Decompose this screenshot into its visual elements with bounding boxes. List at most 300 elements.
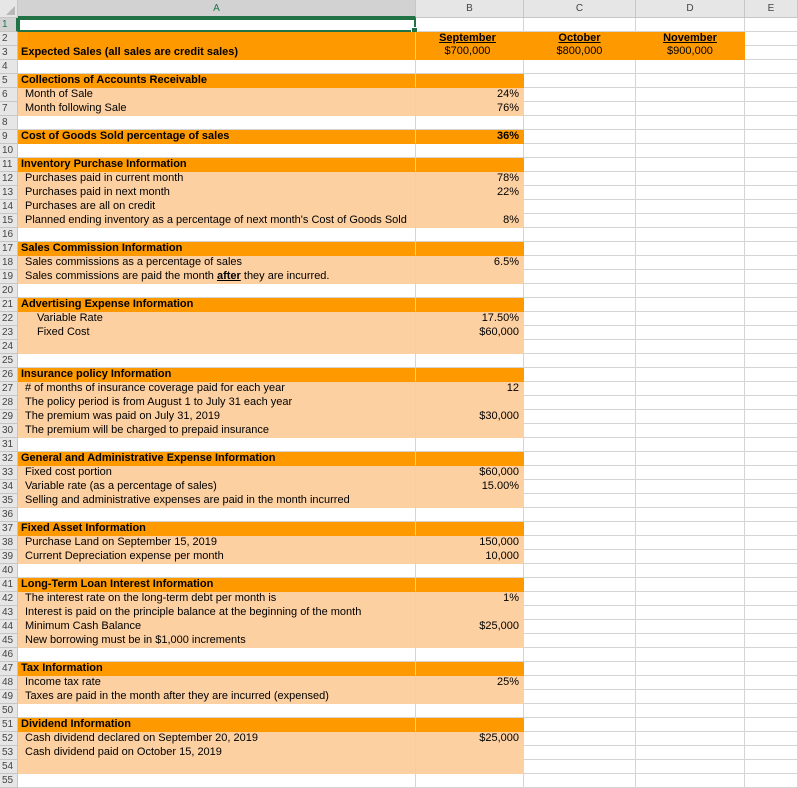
cell[interactable]: [524, 732, 636, 746]
cell[interactable]: [524, 354, 636, 368]
column-header-a[interactable]: A: [18, 0, 416, 18]
cell-value[interactable]: 6.5%: [416, 256, 524, 270]
row-header-10[interactable]: 10: [0, 144, 18, 158]
cell[interactable]: [636, 368, 745, 382]
cell[interactable]: [636, 186, 745, 200]
cell[interactable]: [636, 60, 745, 74]
expected-sales-label[interactable]: Expected Sales (all sales are credit sales): [18, 32, 416, 60]
row-header-4[interactable]: 4: [0, 60, 18, 74]
cell[interactable]: [745, 522, 798, 536]
section-title-cogs[interactable]: Cost of Goods Sold percentage of sales: [18, 130, 416, 144]
cell[interactable]: [745, 620, 798, 634]
cell[interactable]: [745, 214, 798, 228]
cell[interactable]: [524, 494, 636, 508]
cell-label[interactable]: Variable rate (as a percentage of sales): [18, 480, 416, 494]
cell-value[interactable]: 8%: [416, 214, 524, 228]
cell[interactable]: [524, 396, 636, 410]
row-header-51[interactable]: 51: [0, 718, 18, 732]
cell[interactable]: [636, 116, 745, 130]
cell[interactable]: [524, 424, 636, 438]
cell[interactable]: [524, 368, 636, 382]
cell[interactable]: [745, 74, 798, 88]
row-header-44[interactable]: 44: [0, 620, 18, 634]
cell[interactable]: [524, 438, 636, 452]
row-header-24[interactable]: 24: [0, 340, 18, 354]
row-header-31[interactable]: 31: [0, 438, 18, 452]
cell[interactable]: [524, 676, 636, 690]
cell[interactable]: [524, 606, 636, 620]
row-header-34[interactable]: 34: [0, 480, 18, 494]
active-cell-selection[interactable]: [18, 18, 416, 32]
cell[interactable]: [745, 130, 798, 144]
cell[interactable]: [416, 578, 524, 592]
cell[interactable]: [524, 256, 636, 270]
cell-label[interactable]: Fixed cost portion: [18, 466, 416, 480]
cell[interactable]: [636, 606, 745, 620]
cell-label[interactable]: Taxes are paid in the month after they are incurred (expensed): [18, 690, 416, 704]
cell[interactable]: [416, 522, 524, 536]
cell[interactable]: [636, 466, 745, 480]
cell[interactable]: [745, 312, 798, 326]
cell[interactable]: [636, 298, 745, 312]
cell-value[interactable]: 76%: [416, 102, 524, 116]
cell[interactable]: [745, 32, 798, 60]
cell[interactable]: [636, 354, 745, 368]
cell[interactable]: [745, 536, 798, 550]
section-title-loan[interactable]: Long-Term Loan Interest Information: [18, 578, 416, 592]
cell-label[interactable]: [18, 228, 416, 242]
cell-label[interactable]: [18, 60, 416, 74]
cell-label[interactable]: The interest rate on the long-term debt per month is: [18, 592, 416, 606]
row-header-15[interactable]: 15: [0, 214, 18, 228]
cell-label[interactable]: [18, 284, 416, 298]
cell[interactable]: [745, 438, 798, 452]
cell[interactable]: [416, 662, 524, 676]
row-header-22[interactable]: 22: [0, 312, 18, 326]
cell[interactable]: [636, 242, 745, 256]
cell[interactable]: [524, 620, 636, 634]
row-header-36[interactable]: 36: [0, 508, 18, 522]
row-header-50[interactable]: 50: [0, 704, 18, 718]
cell[interactable]: [745, 396, 798, 410]
column-header-e[interactable]: E: [745, 0, 798, 18]
cell[interactable]: [524, 130, 636, 144]
cell[interactable]: [524, 564, 636, 578]
cell[interactable]: [524, 522, 636, 536]
cell[interactable]: [524, 298, 636, 312]
cell[interactable]: [524, 228, 636, 242]
cell-label[interactable]: Interest is paid on the principle balance at the beginning of the month: [18, 606, 416, 620]
row-header-37[interactable]: 37: [0, 522, 18, 536]
cell[interactable]: [416, 368, 524, 382]
cell[interactable]: [745, 550, 798, 564]
cell-value[interactable]: 36%: [416, 130, 524, 144]
cell-value[interactable]: 15.00%: [416, 480, 524, 494]
cell[interactable]: [636, 718, 745, 732]
row-header-41[interactable]: 41: [0, 578, 18, 592]
row-header-33[interactable]: 33: [0, 466, 18, 480]
cell[interactable]: [636, 326, 745, 340]
cell[interactable]: [636, 704, 745, 718]
cell[interactable]: [636, 410, 745, 424]
cell-value[interactable]: [416, 606, 524, 620]
cell[interactable]: [524, 340, 636, 354]
cell-label[interactable]: [18, 438, 416, 452]
row-header-49[interactable]: 49: [0, 690, 18, 704]
cell[interactable]: [745, 382, 798, 396]
cell-value[interactable]: 25%: [416, 676, 524, 690]
cell[interactable]: [524, 480, 636, 494]
section-title-insurance[interactable]: Insurance policy Information: [18, 368, 416, 382]
cell[interactable]: [636, 760, 745, 774]
cell[interactable]: [636, 676, 745, 690]
row-header-25[interactable]: 25: [0, 354, 18, 368]
cell-label[interactable]: [18, 508, 416, 522]
cell[interactable]: [745, 704, 798, 718]
cell[interactable]: [745, 144, 798, 158]
row-header-6[interactable]: 6: [0, 88, 18, 102]
row-header-39[interactable]: 39: [0, 550, 18, 564]
cell[interactable]: [745, 592, 798, 606]
cell-label[interactable]: Purchases paid in current month: [18, 172, 416, 186]
cell[interactable]: [524, 718, 636, 732]
cell-value[interactable]: $30,000: [416, 410, 524, 424]
row-header-13[interactable]: 13: [0, 186, 18, 200]
cell[interactable]: [636, 130, 745, 144]
cell[interactable]: [636, 746, 745, 760]
cell[interactable]: [636, 536, 745, 550]
row-header-29[interactable]: 29: [0, 410, 18, 424]
cell[interactable]: [636, 158, 745, 172]
cell[interactable]: [745, 298, 798, 312]
cell-label[interactable]: [18, 270, 416, 284]
section-title-commission[interactable]: Sales Commission Information: [18, 242, 416, 256]
row-header-30[interactable]: 30: [0, 424, 18, 438]
cell[interactable]: [524, 74, 636, 88]
cell[interactable]: [745, 564, 798, 578]
row-header-14[interactable]: 14: [0, 200, 18, 214]
cell[interactable]: [745, 452, 798, 466]
cell[interactable]: [524, 578, 636, 592]
row-header-53[interactable]: 53: [0, 746, 18, 760]
cell[interactable]: [524, 116, 636, 130]
cell-value[interactable]: [416, 564, 524, 578]
section-title-fixed-asset[interactable]: Fixed Asset Information: [18, 522, 416, 536]
cell-label[interactable]: Month of Sale: [18, 88, 416, 102]
cell-label[interactable]: Month following Sale: [18, 102, 416, 116]
cell-value[interactable]: 1%: [416, 592, 524, 606]
cell-label[interactable]: [18, 648, 416, 662]
cell-label[interactable]: [18, 144, 416, 158]
cell[interactable]: [416, 298, 524, 312]
row-header-46[interactable]: 46: [0, 648, 18, 662]
cell-value[interactable]: [416, 648, 524, 662]
cell[interactable]: [636, 690, 745, 704]
cell[interactable]: [636, 284, 745, 298]
row-header-11[interactable]: 11: [0, 158, 18, 172]
cell-value[interactable]: [416, 494, 524, 508]
row-header-9[interactable]: 9: [0, 130, 18, 144]
row-header-27[interactable]: 27: [0, 382, 18, 396]
cell[interactable]: [524, 466, 636, 480]
cell-c1[interactable]: [524, 18, 636, 32]
row-header-42[interactable]: 42: [0, 592, 18, 606]
cell[interactable]: [636, 312, 745, 326]
row-header-45[interactable]: 45: [0, 634, 18, 648]
row-header-26[interactable]: 26: [0, 368, 18, 382]
section-title-collections[interactable]: Collections of Accounts Receivable: [18, 74, 416, 88]
cell-label[interactable]: Current Depreciation expense per month: [18, 550, 416, 564]
cell[interactable]: [636, 438, 745, 452]
row-header-48[interactable]: 48: [0, 676, 18, 690]
cell[interactable]: [524, 270, 636, 284]
cell[interactable]: [416, 158, 524, 172]
cell[interactable]: [524, 662, 636, 676]
cell-label[interactable]: The policy period is from August 1 to July 31 each year: [18, 396, 416, 410]
cell[interactable]: [636, 522, 745, 536]
cell[interactable]: [636, 74, 745, 88]
row-header-19[interactable]: 19: [0, 270, 18, 284]
row-header-2[interactable]: 2: [0, 32, 18, 46]
cell[interactable]: [524, 284, 636, 298]
cell-value[interactable]: [416, 690, 524, 704]
cell-label[interactable]: Cash dividend declared on September 20, 2019: [18, 732, 416, 746]
cell[interactable]: [745, 270, 798, 284]
cell-label[interactable]: Fixed Cost: [18, 326, 416, 340]
cell-value[interactable]: [416, 284, 524, 298]
cell[interactable]: [745, 228, 798, 242]
row-header-32[interactable]: 32: [0, 452, 18, 466]
row-header-17[interactable]: 17: [0, 242, 18, 256]
cell-value[interactable]: $60,000: [416, 326, 524, 340]
column-header-c[interactable]: C: [524, 0, 636, 18]
cell[interactable]: [524, 592, 636, 606]
cell[interactable]: [524, 452, 636, 466]
cell[interactable]: [636, 732, 745, 746]
row-header-28[interactable]: 28: [0, 396, 18, 410]
cell[interactable]: [745, 242, 798, 256]
cell[interactable]: [745, 102, 798, 116]
cell[interactable]: [636, 200, 745, 214]
cell-value[interactable]: [416, 340, 524, 354]
cell[interactable]: [636, 214, 745, 228]
cell[interactable]: [745, 494, 798, 508]
cell-value[interactable]: [416, 200, 524, 214]
cell[interactable]: [524, 536, 636, 550]
cell-value[interactable]: 24%: [416, 88, 524, 102]
row-header-52[interactable]: 52: [0, 732, 18, 746]
cell-label[interactable]: Purchases are all on credit: [18, 200, 416, 214]
select-all-corner[interactable]: [0, 0, 18, 18]
row-header-35[interactable]: 35: [0, 494, 18, 508]
cell[interactable]: [636, 564, 745, 578]
cell-label[interactable]: [18, 564, 416, 578]
cell-label[interactable]: New borrowing must be in $1,000 increments: [18, 634, 416, 648]
section-title-dividend[interactable]: Dividend Information: [18, 718, 416, 732]
cell-label[interactable]: Selling and administrative expenses are paid in the month incurred: [18, 494, 416, 508]
row-header-21[interactable]: 21: [0, 298, 18, 312]
section-title-gna[interactable]: General and Administrative Expense Information: [18, 452, 416, 466]
cell[interactable]: [745, 648, 798, 662]
cell[interactable]: [524, 158, 636, 172]
cell[interactable]: [636, 662, 745, 676]
cell-e1[interactable]: [745, 18, 798, 32]
cell[interactable]: [524, 704, 636, 718]
cell[interactable]: [636, 648, 745, 662]
row-header-55[interactable]: 55: [0, 774, 18, 788]
cell[interactable]: [636, 382, 745, 396]
cell[interactable]: [636, 480, 745, 494]
cell-label[interactable]: Purchase Land on September 15, 2019: [18, 536, 416, 550]
cell[interactable]: [745, 200, 798, 214]
cell-value[interactable]: 17.50%: [416, 312, 524, 326]
cell[interactable]: [636, 102, 745, 116]
cell[interactable]: [745, 158, 798, 172]
cell[interactable]: [524, 242, 636, 256]
cell-label[interactable]: Cash dividend paid on October 15, 2019: [18, 746, 416, 760]
cell-label[interactable]: [18, 354, 416, 368]
cell-label[interactable]: Sales commissions as a percentage of sales: [18, 256, 416, 270]
row-header-16[interactable]: 16: [0, 228, 18, 242]
row-header-12[interactable]: 12: [0, 172, 18, 186]
cell[interactable]: [745, 172, 798, 186]
row-header-47[interactable]: 47: [0, 662, 18, 676]
cell[interactable]: [524, 508, 636, 522]
cell-value[interactable]: [416, 438, 524, 452]
cell[interactable]: [524, 172, 636, 186]
cell-value[interactable]: [416, 508, 524, 522]
cell[interactable]: [745, 60, 798, 74]
cell-label[interactable]: The premium will be charged to prepaid insurance: [18, 424, 416, 438]
cell[interactable]: [636, 578, 745, 592]
september-sales-cell[interactable]: [416, 32, 524, 60]
cell[interactable]: [636, 340, 745, 354]
cell[interactable]: [636, 270, 745, 284]
cell-label[interactable]: The premium was paid on July 31, 2019: [18, 410, 416, 424]
cell[interactable]: [524, 550, 636, 564]
row-header-8[interactable]: 8: [0, 116, 18, 130]
cell[interactable]: [524, 60, 636, 74]
cell[interactable]: [524, 214, 636, 228]
cell-value[interactable]: 12: [416, 382, 524, 396]
cell[interactable]: [745, 662, 798, 676]
cell[interactable]: [636, 620, 745, 634]
cell-label[interactable]: # of months of insurance coverage paid for each year: [18, 382, 416, 396]
row-header-40[interactable]: 40: [0, 564, 18, 578]
cell[interactable]: [745, 760, 798, 774]
cell-value[interactable]: 78%: [416, 172, 524, 186]
cell-d1[interactable]: [636, 18, 745, 32]
cell[interactable]: [524, 200, 636, 214]
cell[interactable]: [745, 606, 798, 620]
column-header-b[interactable]: B: [416, 0, 524, 18]
cell[interactable]: [636, 228, 745, 242]
cell[interactable]: [745, 634, 798, 648]
cell[interactable]: [745, 410, 798, 424]
cell[interactable]: [416, 242, 524, 256]
section-title-advertising[interactable]: Advertising Expense Information: [18, 298, 416, 312]
cell[interactable]: [745, 368, 798, 382]
cell[interactable]: [745, 508, 798, 522]
cell[interactable]: [745, 578, 798, 592]
cell-value[interactable]: 22%: [416, 186, 524, 200]
cell[interactable]: [636, 634, 745, 648]
cell-label[interactable]: [18, 704, 416, 718]
row-header-1[interactable]: 1: [0, 18, 18, 32]
row-header-7[interactable]: 7: [0, 102, 18, 116]
cell[interactable]: [745, 480, 798, 494]
cell[interactable]: [636, 592, 745, 606]
cell[interactable]: [416, 270, 524, 284]
cell-label[interactable]: Variable Rate: [18, 312, 416, 326]
october-sales-cell[interactable]: [524, 32, 636, 60]
cell[interactable]: [524, 690, 636, 704]
cell[interactable]: [745, 326, 798, 340]
cell[interactable]: [636, 172, 745, 186]
row-header-5[interactable]: 5: [0, 74, 18, 88]
cell-value[interactable]: $25,000: [416, 732, 524, 746]
cell[interactable]: [745, 746, 798, 760]
cell-value[interactable]: [416, 228, 524, 242]
cell[interactable]: [745, 116, 798, 130]
section-title-tax[interactable]: Tax Information: [18, 662, 416, 676]
cell-value[interactable]: [416, 760, 524, 774]
cell-value[interactable]: [416, 746, 524, 760]
cell[interactable]: [524, 312, 636, 326]
cell-label[interactable]: Purchases paid in next month: [18, 186, 416, 200]
november-sales-cell[interactable]: [636, 32, 745, 60]
cell[interactable]: [745, 676, 798, 690]
section-title-inventory[interactable]: Inventory Purchase Information: [18, 158, 416, 172]
cell-value[interactable]: $60,000: [416, 466, 524, 480]
cell[interactable]: [745, 690, 798, 704]
cell[interactable]: [745, 732, 798, 746]
cell-value[interactable]: [416, 144, 524, 158]
cell[interactable]: [636, 508, 745, 522]
cell-value[interactable]: [416, 354, 524, 368]
row-header-23[interactable]: 23: [0, 326, 18, 340]
cell-value[interactable]: [416, 60, 524, 74]
cell-label[interactable]: [18, 340, 416, 354]
cell[interactable]: [745, 88, 798, 102]
cell[interactable]: [745, 186, 798, 200]
cell[interactable]: [524, 746, 636, 760]
cell-value[interactable]: $25,000: [416, 620, 524, 634]
cell-value[interactable]: [416, 396, 524, 410]
cell[interactable]: [745, 256, 798, 270]
cell[interactable]: [636, 144, 745, 158]
row-header-54[interactable]: 54: [0, 760, 18, 774]
cell[interactable]: [636, 256, 745, 270]
cell[interactable]: [524, 144, 636, 158]
cell-b1[interactable]: [416, 18, 524, 32]
cell[interactable]: [524, 634, 636, 648]
cell[interactable]: [524, 648, 636, 662]
cell[interactable]: [745, 284, 798, 298]
cell[interactable]: [416, 452, 524, 466]
cell[interactable]: [745, 340, 798, 354]
cell[interactable]: [636, 88, 745, 102]
row-header-20[interactable]: 20: [0, 284, 18, 298]
cell-value[interactable]: [416, 424, 524, 438]
cell[interactable]: [745, 466, 798, 480]
column-header-d[interactable]: D: [636, 0, 745, 18]
cell-label[interactable]: Minimum Cash Balance: [18, 620, 416, 634]
cell[interactable]: [416, 74, 524, 88]
cell[interactable]: [745, 718, 798, 732]
cell-label[interactable]: Planned ending inventory as a percentage of next month's Cost of Goods Sold: [18, 214, 416, 228]
cell-value[interactable]: 150,000: [416, 536, 524, 550]
